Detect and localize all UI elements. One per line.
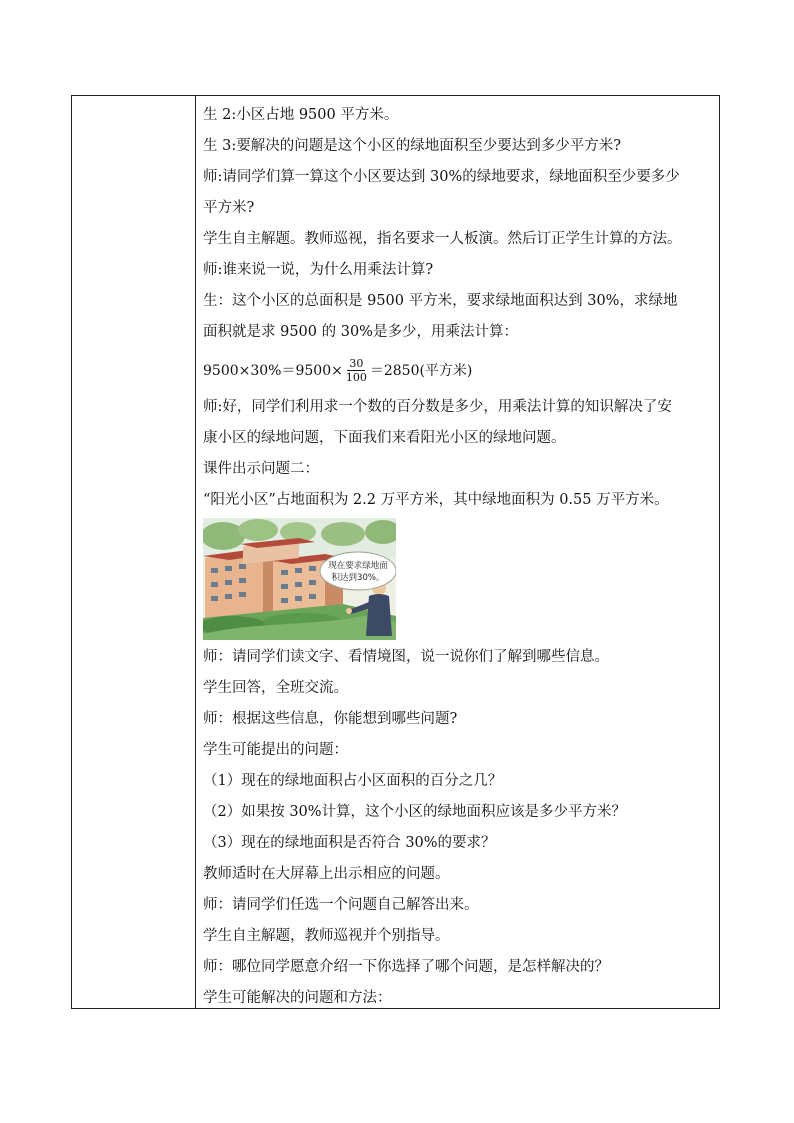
text-line: 平方米? xyxy=(203,200,255,216)
text-line: 学生可能提出的问题： xyxy=(203,742,348,758)
text-line: 学生可能解决的问题和方法： xyxy=(203,990,392,1006)
text-line: 学生自主解题，教师巡视并个别指导。 xyxy=(203,928,450,944)
text-line: 学生回答，全班交流。 xyxy=(203,680,348,696)
lesson-table xyxy=(71,95,720,1009)
text-line: 生：这个小区的总面积是 9500 平方米，要求绿地面积达到 30%，求绿地 xyxy=(203,293,678,309)
text-line: 康小区的绿地问题，下面我们来看阳光小区的绿地问题。 xyxy=(203,430,566,446)
text-line: 教师适时在大屏幕上出示相应的问题。 xyxy=(203,866,450,882)
text-line: 师：请同学们任选一个问题自己解答出来。 xyxy=(203,897,479,913)
text-line: 师：哪位同学愿意介绍一下你选择了哪个问题，是怎样解决的？ xyxy=(203,959,609,975)
question-item: （3）现在的绿地面积是否符合 30%的要求？ xyxy=(203,835,496,851)
text-line: 师：根据这些信息，你能想到哪些问题? xyxy=(203,711,458,727)
text-line: “阳光小区”占地面积为 2.2 万平方米，其中绿地面积为 0.55 万平方米。 xyxy=(203,492,669,508)
column-divider xyxy=(195,96,196,1008)
formula-left: 9500×30%＝9500× xyxy=(203,363,343,379)
question-item: （1）现在的绿地面积占小区面积的百分之几？ xyxy=(203,773,503,789)
text-line: 面积就是求 9500 的 30%是多少，用乘法计算： xyxy=(203,324,518,340)
text-line: 生 3:要解决的问题是这个小区的绿地面积至少要达到多少平方米? xyxy=(203,138,621,154)
fraction-denominator: 100 xyxy=(345,370,367,384)
lesson-content xyxy=(203,100,715,1014)
text-line: 师：请同学们读文字、看情境图，说一说你们了解到哪些信息。 xyxy=(203,649,609,665)
text-line: 师:请同学们算一算这个小区要达到 30%的绿地要求，绿地面积至少要多少 xyxy=(203,169,680,185)
question-item: （2）如果按 30%计算，这个小区的绿地面积应该是多少平方米？ xyxy=(203,804,627,820)
text-line: 师:好，同学们利用求一个数的百分数是多少，用乘法计算的知识解决了安 xyxy=(203,399,672,415)
text-line: 师:谁来说一说，为什么用乘法计算? xyxy=(203,262,434,278)
text-line: 课件出示问题二： xyxy=(203,461,319,477)
residential-area-illustration xyxy=(203,518,396,640)
formula-right: ＝2850(平方米) xyxy=(369,363,473,379)
speech-bubble-line2: 积达到30%。 xyxy=(331,573,385,583)
fraction xyxy=(344,357,369,384)
calculation-formula xyxy=(203,348,715,392)
text-line: 学生自主解题。教师巡视，指名要求一人板演。然后订正学生计算的方法。 xyxy=(203,231,682,247)
speech-bubble-line1: 现在要求绿地面 xyxy=(328,561,388,571)
fraction-numerator: 30 xyxy=(349,356,364,370)
text-line: 生 2:小区占地 9500 平方米。 xyxy=(203,107,399,123)
